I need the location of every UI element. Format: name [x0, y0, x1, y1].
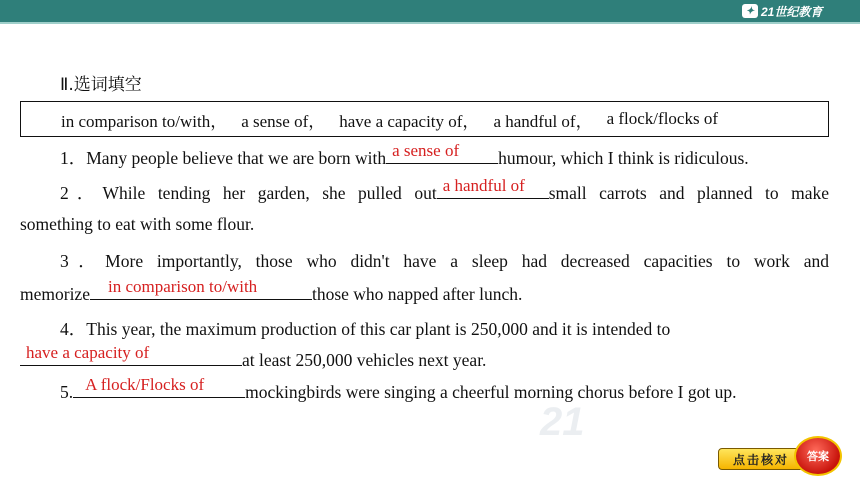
- answer-2: a handful of: [442, 176, 525, 195]
- answer-blank-2[interactable]: [437, 176, 549, 199]
- check-answer-label[interactable]: 点击核对: [718, 448, 804, 470]
- question-3-line1: 3．More importantly, those who didn't have a sleep had decreased capacities to work and: [60, 251, 829, 271]
- check-answer-button[interactable]: [718, 436, 848, 476]
- question-1-prefix: 1．Many people believe that we are born with: [60, 148, 387, 168]
- question-5-suffix: mockingbirds were singing a cheerful morning chorus before I got up.: [245, 382, 737, 402]
- word-bank-item: a handful of，: [493, 111, 593, 131]
- answer-1: a sense of: [392, 141, 460, 160]
- answer-3: in comparison to/with: [107, 277, 258, 296]
- question-3-prefix: memorize: [20, 284, 90, 304]
- section-title: Ⅱ.选词填空: [60, 75, 142, 95]
- brand-logo-text: 21世纪教育: [761, 4, 823, 19]
- question-1-suffix: humour, which I think is ridiculous.: [498, 148, 749, 168]
- question-4: [20, 343, 487, 371]
- question-5: [60, 375, 737, 403]
- question-5-prefix: 5.: [60, 382, 74, 402]
- answer-4: have a capacity of: [26, 343, 150, 362]
- answer-blank-1[interactable]: [386, 141, 498, 164]
- word-bank: [20, 101, 829, 137]
- word-bank-item: have a capacity of，: [339, 111, 480, 131]
- question-2-suffix: small carrots and planned to make: [548, 183, 829, 203]
- top-bar-rule: [0, 22, 860, 24]
- top-bar: [0, 0, 860, 22]
- question-1: [60, 141, 749, 170]
- answer-blank-3[interactable]: [90, 277, 312, 300]
- question-2-prefix: 2．While tending her garden, she pulled out: [60, 183, 437, 203]
- question-2: [60, 176, 829, 205]
- question-4-suffix: at least 250,000 vehicles next year.: [242, 350, 487, 370]
- word-bank-item: in comparison to/with，: [61, 111, 228, 131]
- brand-logo: [742, 3, 852, 19]
- answer-blank-5[interactable]: [73, 375, 245, 398]
- answer-blank-4[interactable]: [20, 343, 242, 366]
- watermark: 21: [540, 400, 585, 444]
- word-bank-item: a flock/flocks of: [606, 109, 718, 128]
- question-2-continued: something to eat with some flour.: [20, 214, 255, 234]
- question-3: [20, 277, 523, 305]
- answer-5: A flock/Flocks of: [85, 375, 205, 394]
- question-4-line1: 4．This year, the maximum production of this car plant is 250,000 and it is intended to: [60, 319, 671, 339]
- answer-badge[interactable]: 答案: [794, 436, 842, 476]
- word-bank-item: a sense of，: [241, 111, 326, 131]
- question-3-suffix: those who napped after lunch.: [311, 284, 523, 304]
- runner-icon: ✦: [742, 4, 758, 18]
